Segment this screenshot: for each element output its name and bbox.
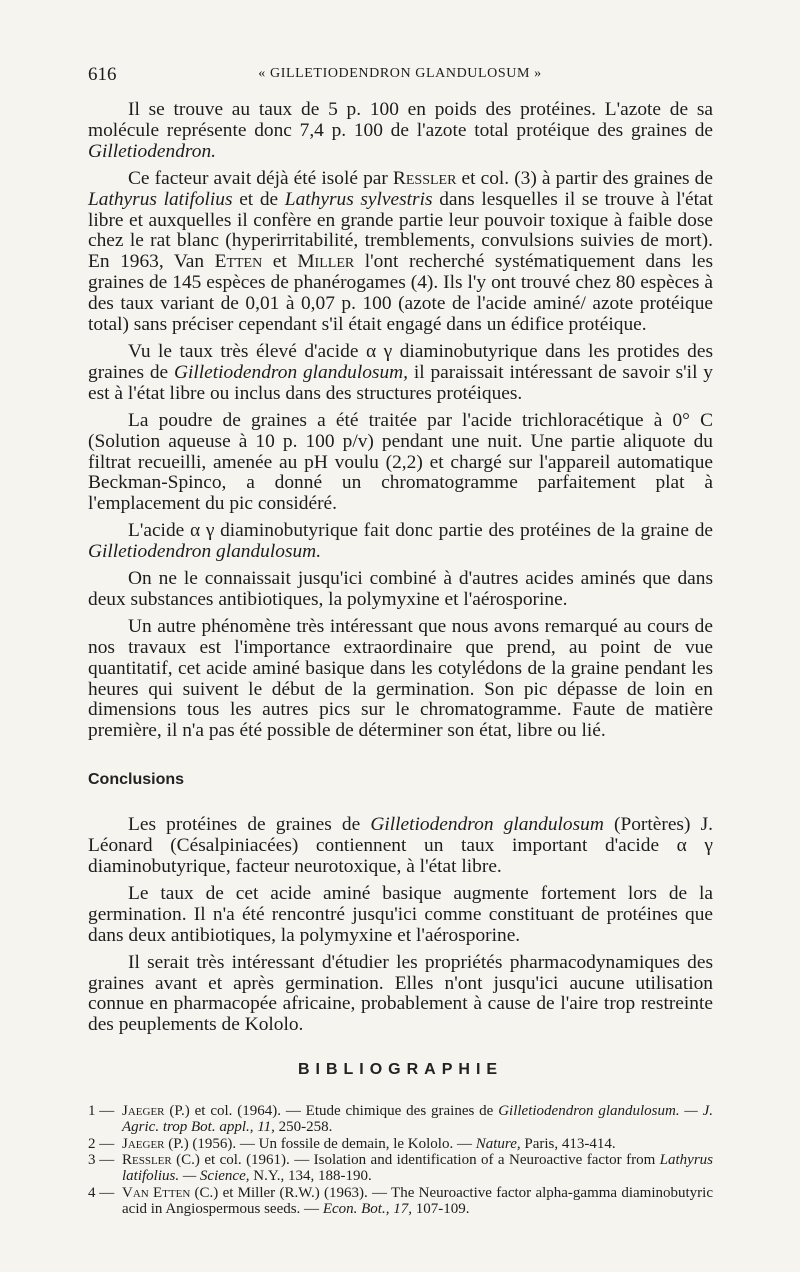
paragraph: Vu le taux très élevé d'acide α γ diaminobutyrique dans les protides des graines de Gilletiodendron glandulosum, il paraissait intéressant de savoir s'il y est à l'état libre ou inclus dans des structures protéiques.	[88, 340, 713, 404]
reference-item: 2 — Jaeger (P.) (1956). — Un fossile de demain, le Kololo. — Nature, Paris, 413-414.	[88, 1135, 616, 1152]
paragraph: Les protéines de graines de Gilletiodendron glandulosum (Portères) J. Léonard (Césalpiniacées) contiennent un taux important d'acide α γ diaminobutyrique, facteur neurotoxique, à l'état libre.	[88, 814, 713, 877]
page-header	[88, 64, 712, 90]
reference-list	[88, 1103, 713, 1217]
running-title: « GILLETIODENDRON GLANDULOSUM »	[258, 66, 542, 81]
page-number: 616	[88, 64, 117, 85]
reference-item: 3 — Ressler (C.) et col. (1961). — Isolation and identification of a Neuroactive factor from Lathyrus latifolius. — Science, N.Y., 134, 188-190.	[88, 1152, 714, 1185]
paragraph: Un autre phénomène très intéressant que nous avons remarqué au cours de nos travaux est l'importance extraordinaire que prend, au point de vue quantitatif, cet acide aminé basique dans les cotylédons de la graine pendant les heures qui suivent le début de la germination. Son pic dépasse de loin en dimensions tous les autres pics sur le chromatogramme. Faute de matière première, il n'a pas été possible de déterminer son état, libre ou lié.	[88, 615, 713, 742]
paragraph: Il se trouve au taux de 5 p. 100 en poids des protéines. L'azote de sa molécule représente donc 7,4 p. 100 de l'azote total protéique des graines de Gilletiodendron.	[88, 99, 713, 162]
paragraph: Ce facteur avait déjà été isolé par Ressler et col. (3) à partir des graines de Lathyrus latifolius et de Lathyrus sylvestris dans lesquelles il se trouve à l'état libre et auxquelles il confère en grande partie leur pouvoir toxique à faible dose chez le rat blanc (hyperirritabilité, tremblements, convulsions suivies de mort). En 1963, Van Etten et Miller l'ont recherché systématiquement dans les graines de 145 espèces de phanérogames (4). Ils l'y ont trouvé chez 80 espèces à des taux variant de 0,01 à 0,07 p. 100 (azote de l'acide aminé/ azote protéique total) sans préciser cependant s'il était engagé dans un édifice protéique.	[88, 167, 713, 336]
paragraph: La poudre de graines a été traitée par l'acide trichloracétique à 0° C (Solution aqueuse à 10 p. 100 p/v) pendant une nuit. Une partie aliquote du filtrat recueilli, amenée au pH voulu (2,2) et chargé sur l'appareil automatique Beckman-Spinco, a donné un chromatogramme parfaitement plat à l'emplacement du pic considéré.	[88, 409, 713, 515]
paragraph: On ne le connaissait jusqu'ici combiné à d'autres acides aminés que dans deux substances antibiotiques, la polymyxine et l'aérosporine.	[88, 568, 713, 610]
conclusions-heading: Conclusions	[88, 771, 185, 789]
paragraph: L'acide α γ diaminobutyrique fait donc partie des protéines de la graine de Gilletiodendron glandulosum.	[88, 520, 713, 563]
bibliography-heading: BIBLIOGRAPHIE	[297, 1061, 504, 1079]
paragraph: Il serait très intéressant d'étudier les propriétés pharmacodynamiques des graines avant et après germination. Elles n'ont jusqu'ici aucune utilisation connue en pharmacopée africaine, probablement à cause de l'aire trop restreinte des peuplements de Kololo.	[88, 951, 713, 1036]
reference-item: 4 — Van Etten (C.) et Miller (R.W.) (1963). — The Neuroactive factor alpha-gamma diaminobutyric acid in Angiospermous seeds. — Econ. Bot., 17, 107-109.	[88, 1184, 714, 1217]
paragraph: Le taux de cet acide aminé basique augmente fortement lors de la germination. Il n'a été rencontré jusqu'ici comme constituant de protéines que dans deux antibiotiques, la polymyxine et l'aérosporine.	[88, 882, 713, 946]
main-text	[88, 100, 713, 1217]
reference-item: 1 — Jaeger (P.) et col. (1964). — Etude chimique des graines de Gilletiodendron glandulosum. — J. Agric. trop Bot. appl., 11, 250-258.	[88, 1103, 714, 1136]
